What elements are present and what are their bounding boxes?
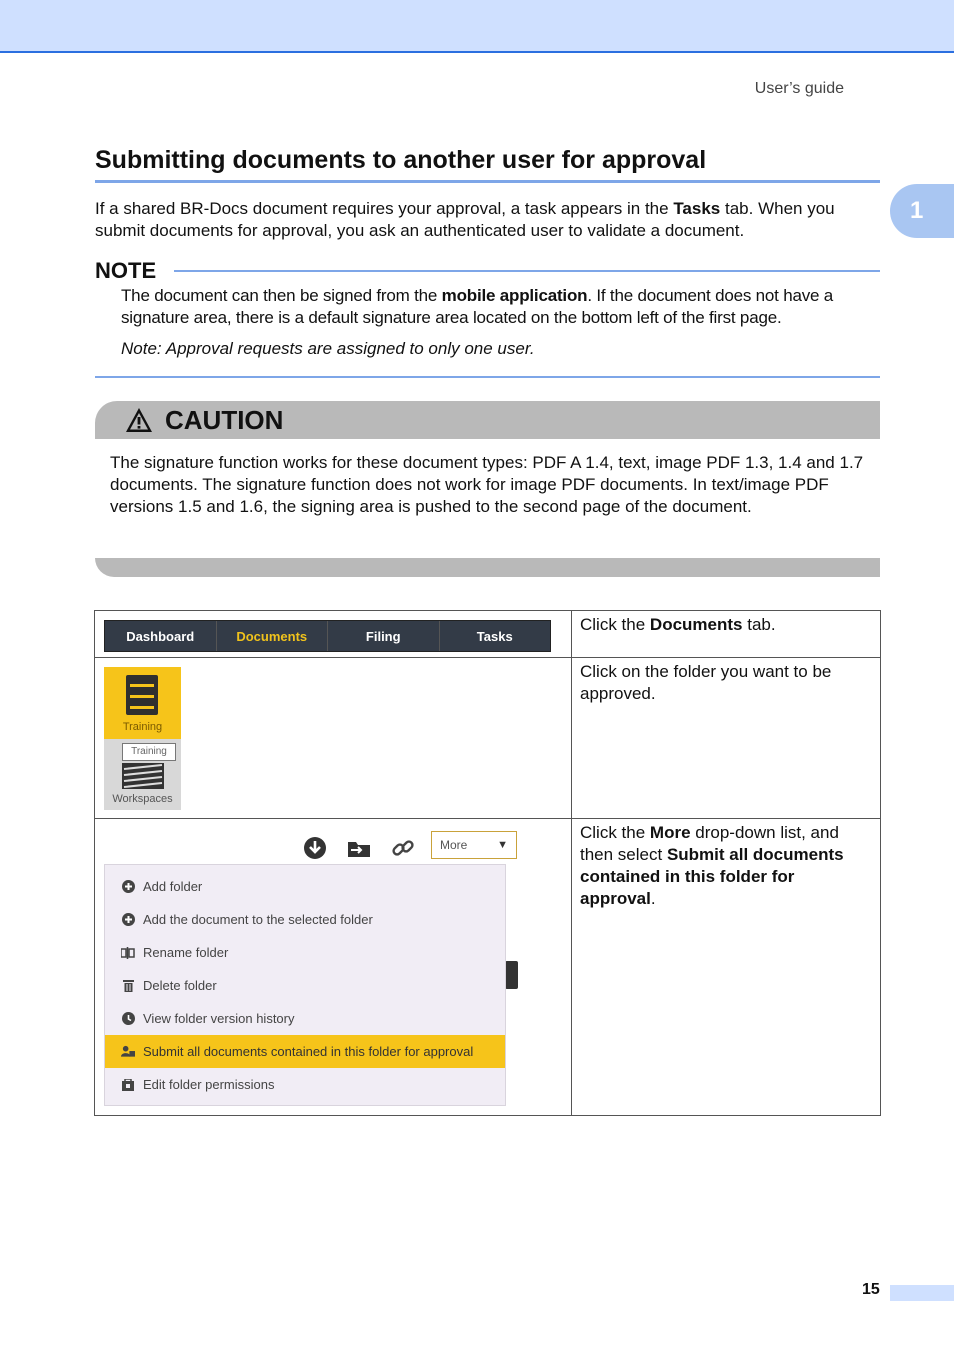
scrollbar-handle[interactable]	[505, 961, 518, 989]
tab-filing[interactable]: Filing	[328, 621, 440, 651]
file-cabinet-icon	[126, 675, 158, 715]
menu-item-add-folder[interactable]	[105, 870, 505, 903]
step1-text-2: tab.	[742, 615, 776, 634]
menu-item-label: Add folder	[143, 879, 203, 894]
step2-text: Click on the folder you want to be approved.	[572, 658, 881, 819]
note-italic: Note: Approval requests are assigned to only one user.	[121, 339, 535, 358]
note-bottom-rule	[95, 376, 880, 378]
rename-icon	[121, 946, 135, 960]
plus-circle-icon	[121, 880, 135, 894]
step-row-folder	[95, 658, 881, 819]
section-title: Submitting documents to another user for approval	[95, 146, 880, 183]
trash-icon	[121, 979, 135, 993]
tab-documents[interactable]: Documents	[217, 621, 329, 651]
step1-text	[572, 611, 881, 658]
caution-footer	[95, 558, 880, 577]
more-menu	[104, 864, 506, 1106]
menu-item-label: Add the document to the selected folder	[143, 912, 373, 927]
menu-item-label: Edit folder permissions	[143, 1077, 275, 1092]
folder-tree	[104, 667, 181, 810]
clock-icon	[121, 1012, 135, 1026]
menu-item-rename-folder[interactable]	[105, 936, 505, 969]
nav-bar	[104, 620, 551, 652]
note-rule	[174, 270, 880, 272]
toolbar	[301, 834, 433, 862]
menu-item-delete-folder[interactable]	[105, 969, 505, 1002]
note-label: NOTE	[95, 258, 157, 283]
step3-text-1: Click the	[580, 823, 650, 842]
step3-bold-submit: Submit all documents contained in this folder for approval	[580, 845, 844, 908]
note-text-1: The document can then be signed from the	[121, 286, 442, 305]
note-body	[121, 285, 881, 329]
intro-text-1: If a shared BR-Docs document requires your approval, a task appears in the	[95, 199, 674, 218]
step3-text-3: .	[650, 889, 656, 908]
move-folder-icon[interactable]	[345, 834, 373, 862]
menu-item-add-document[interactable]	[105, 903, 505, 936]
menu-item-label: Submit all documents contained in this folder for approval	[143, 1044, 474, 1059]
note-text-2: . If the document does not have a signature area, there is a default signature area located on the bottom left of the first page.	[121, 286, 834, 327]
step3-text-2: drop-down list, and then select	[580, 823, 839, 864]
step1-bold: Documents	[649, 615, 743, 634]
plus-circle-icon	[121, 913, 135, 927]
step1-text-1: Click the	[580, 615, 650, 634]
intro-bold-tasks: Tasks	[673, 199, 721, 218]
folder-training-label: Training	[122, 721, 163, 733]
step3-bold-more: More	[649, 823, 691, 842]
header-guide-label: User’s guide	[754, 80, 844, 97]
warning-triangle-icon	[125, 406, 153, 434]
step-row-documents	[95, 611, 881, 658]
menu-item-label: Delete folder	[143, 978, 217, 993]
menu-item-submit-for-approval[interactable]	[105, 1035, 505, 1068]
permissions-icon	[121, 1078, 135, 1092]
intro-text-2: tab. When you submit documents for approval, you ask an authenticated user to validate a document.	[95, 199, 835, 240]
note-heading	[95, 258, 880, 284]
caution-body: The signature function works for these document types: PDF A 1.4, text, image PDF 1.3, 1.4 and 1.7 documents. The signature function does not work for image PDF documents. In text/image PDF versions 1.5 and 1.6, the signing area is pushed to the second page of the document.	[110, 453, 864, 516]
step1-image-cell	[95, 611, 572, 658]
workspaces-label: Workspaces	[112, 793, 173, 805]
tab-tasks[interactable]: Tasks	[476, 628, 513, 644]
tab-dashboard[interactable]: Dashboard	[105, 621, 217, 651]
download-icon[interactable]	[301, 834, 329, 862]
top-band	[0, 0, 954, 53]
dropdown-arrow-icon: ▼	[497, 839, 508, 851]
intro-paragraph	[95, 198, 880, 242]
caution-label: CAUTION	[165, 404, 284, 435]
page-number: 15	[862, 1281, 880, 1298]
page-number-bar	[890, 1285, 954, 1301]
chapter-tab	[890, 184, 954, 238]
link-icon[interactable]	[389, 834, 417, 862]
more-dropdown[interactable]	[431, 831, 517, 859]
user-approval-icon	[121, 1045, 135, 1059]
steps-table	[94, 610, 881, 1116]
folder-tooltip: Training	[122, 743, 176, 761]
step3-image-cell	[95, 819, 572, 1116]
menu-item-label: Rename folder	[143, 945, 229, 960]
more-label: More	[440, 838, 468, 852]
step-row-more	[95, 819, 881, 1116]
step3-text	[572, 819, 881, 1116]
menu-item-label: View folder version history	[143, 1011, 295, 1026]
caution-bar	[95, 401, 880, 439]
step2-image-cell	[95, 658, 572, 819]
menu-item-edit-permissions[interactable]	[105, 1068, 505, 1101]
note-bold: mobile application	[441, 286, 588, 305]
menu-item-version-history[interactable]	[105, 1002, 505, 1035]
chapter-number: 1	[910, 197, 924, 224]
folder-training[interactable]	[104, 667, 181, 739]
workspaces-icon[interactable]	[122, 763, 164, 789]
